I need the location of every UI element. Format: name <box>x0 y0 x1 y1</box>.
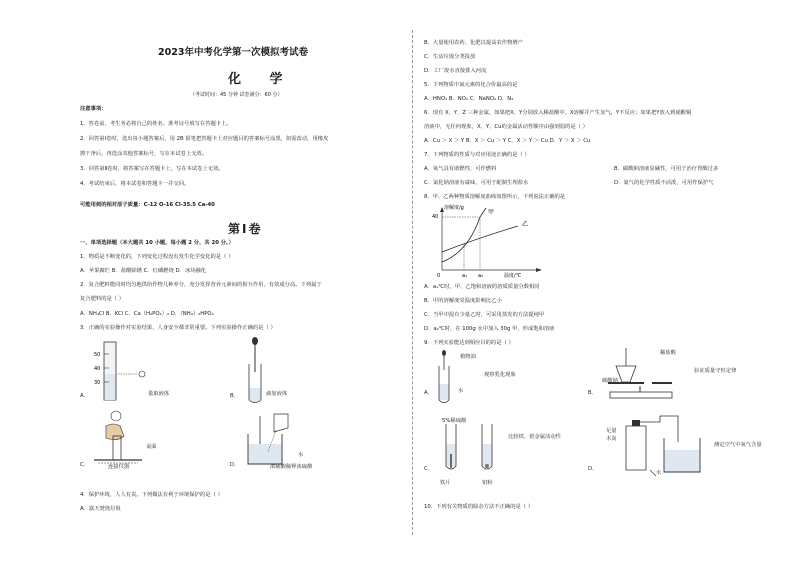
q8-option-a: A．a₁℃时，甲、乙饱和溶液的溶质质量分数相同 <box>424 284 540 290</box>
q9-b-caption: 验证质量守恒定律 <box>694 368 737 374</box>
section-instruction: 一、单项选择题（本大题共 10 小题，每小题 2 分，共 20 分。） <box>80 240 234 246</box>
q3-d-label: D． <box>230 462 240 468</box>
right-column <box>424 0 764 562</box>
note-2b: 擦干净后，再选涂其他答案标号，写在本试卷上无效。 <box>80 151 208 157</box>
q1-stem: 1．物质是不断变化的，下列变化过程没有发生化学变化的是（ ） <box>80 254 234 260</box>
q3-a-cylinder-figure <box>88 340 148 404</box>
q8-option-d: D．a₂℃时，在 100g 水中加入 30g 甲，形成饱和溶液 <box>424 326 555 332</box>
cyl-tick-50: 50 <box>94 352 101 358</box>
q4-option-d: D．工厂废水直接排入河流 <box>424 68 487 74</box>
q9-d-note2: 木炭 <box>606 436 617 442</box>
chart-xlabel: 温度/℃ <box>504 273 522 279</box>
q7-option-b: B．碳酸钠溶液显碱性，可用于治疗胃酸过多 <box>614 166 719 172</box>
q10-stem: 10．下列有关物质的除杂方法不正确的是（ ） <box>424 504 534 510</box>
chart-a2: a₂ <box>478 273 484 279</box>
q9-c-label: C． <box>424 466 433 472</box>
q9-c-note3: 铝粉 <box>482 480 493 486</box>
q3-b-label: B． <box>230 393 239 399</box>
chart-ylabel: 溶解度/g <box>444 205 464 211</box>
q4-option-b: B．大量使用农药、化肥以提高农作物增产 <box>424 40 523 46</box>
q9-d-note1: 足量 <box>606 428 617 434</box>
q9-c-caption: 比较铁、铝金属活动性 <box>508 434 561 440</box>
q9-c-note1: 5%稀硫酸 <box>442 418 467 424</box>
q8-option-b: B．甲的溶解度受温度影响比乙小 <box>424 298 502 304</box>
exam-meta: （考试时间：45 分钟 试卷满分：60 分） <box>190 92 283 98</box>
q6-stem-2: 溶液中，无任何现象，X、Y、Cu的金属活动性顺序由强到弱的是（ ） <box>424 124 588 130</box>
chart-a1: a₁ <box>462 273 468 279</box>
q4-option-c: C．生活垃圾分类投放 <box>424 54 476 60</box>
q5-options: A．HNO₃ B．NO₂ C．NaNO₂ D．N₂ <box>424 96 514 102</box>
q4-option-a: A．露天焚烧垃圾 <box>80 506 121 512</box>
q3-a-label: A． <box>80 393 89 399</box>
q3-c-caption: 连接仪器 <box>108 464 130 470</box>
q3-c-label: C． <box>80 462 89 468</box>
q9-a-note2: 水 <box>458 388 464 394</box>
q3-a-caption: 量取液体 <box>148 391 170 397</box>
q9-d-oxygen-figure <box>620 412 710 482</box>
q7-option-a: A．氧气具有助燃性，可作燃料 <box>424 166 497 172</box>
q6-stem: 6．现有 X、Y、Z 三种金属，如果把X、Y分别放入稀盐酸中，X溶解并产生氢气，Y不反应；如果把Y放入到硝酸铜 <box>424 110 692 116</box>
q9-d-caption: 测定空气中氧气含量 <box>714 442 762 448</box>
note-3: 3．回答第Ⅱ卷时，将答案写在答题卡上，写在本试卷上无效。 <box>80 166 224 172</box>
q9-a-note1: 植物油 <box>460 354 476 360</box>
q7-option-d: D．氮气的化学性质不活泼，可用作保护气 <box>614 180 714 186</box>
note-2: 2．回答第Ⅰ卷时，选出每小题答案后，用 2B 铅笔把答题卡上对应题目的答案标号涂黑，如需改动，用橡皮 <box>80 136 329 142</box>
q3-b-caption: 滴加液体 <box>266 391 288 397</box>
cyl-tick-40: 40 <box>94 366 101 372</box>
q9-a-caption: 观察乳化现象 <box>484 372 516 378</box>
q9-a-label: A． <box>424 390 433 396</box>
note-1: 1．答卷前，考生务必将自己的姓名、准考证号填写在答题卡上。 <box>80 121 232 127</box>
atomic-masses: 可能用到的相对原子质量：C-12 O-16 Cl-35.5 Ca-40 <box>80 202 215 208</box>
q7-stem: 7．下列物质的性质与对应用途正确的是（ ） <box>424 152 530 158</box>
chart-label-yi: 乙 <box>522 221 529 228</box>
q3-d-dilution-figure <box>238 410 296 468</box>
q3-d-caption: 浓硫酸稀释浓硫酸 <box>270 464 313 470</box>
q9-c-note2: 铁片 <box>440 480 451 486</box>
cyl-tick-30: 30 <box>94 380 101 386</box>
q1-options: A．苹果腐烂 B．盐酸除锈 C．红磷燃烧 D．冰块融化 <box>80 268 207 274</box>
q9-d-label: D． <box>588 466 598 472</box>
q3-c-connect-figure <box>94 408 144 470</box>
q7-option-c: C．氯化钠溶液有咸味，可用于配制生理盐水 <box>424 180 529 186</box>
q2-stem-2: 复合肥料的是（ ） <box>80 296 125 302</box>
exam-title: 2023年中考化学第一次模拟考试卷 <box>158 47 308 58</box>
q9-b-note2: 碳酸钠 <box>602 378 618 384</box>
q4-stem: 4．保护环境，人人有责。下列做法有利于环境保护的是（ ） <box>80 492 223 498</box>
q6-options: A．Cu ＞ X ＞ Y B．X ＞ Cu ＞ Y C．X ＞ Y ＞ Cu D．Y ＞ X ＞ Cu <box>424 138 591 144</box>
column-divider <box>412 30 413 535</box>
q2-options: A．NH₄Cl B．KCl C．Ca（H₂PO₄）₂ D．（NH₄）₂HPO₄ <box>80 311 214 317</box>
chart-origin: 0 <box>437 273 441 279</box>
q5-stem: 5．下列物质中氮元素的化合价最高的是 <box>424 82 518 88</box>
q9-stem: 9．下列实验能达到相应目的的是（ ） <box>424 340 514 346</box>
q8-solubility-chart <box>428 204 558 280</box>
left-column <box>80 0 400 562</box>
q9-b-label: B． <box>588 390 597 396</box>
q8-option-c: C．当甲中混有少量乙时，可采用蒸发的方法提纯甲 <box>424 312 545 318</box>
q3-c-note: 桌面 <box>146 444 157 450</box>
section-title: 第Ⅰ卷 <box>228 222 263 236</box>
q9-d-note3: 水 <box>656 470 662 476</box>
q2-stem: 2．复合肥料能同时均匀地供给作物几种养分，充分发挥营养元素间的相互作用，有效成分高。下列属于 <box>80 282 322 288</box>
q3-stem: 3．正确的实验操作对实验结果、人身安全都非常重要。下列实验操作正确的是（ ） <box>80 325 276 331</box>
q3-d-note: 水 <box>298 452 304 458</box>
q9-a-figure <box>434 350 460 406</box>
chart-y40: 40 <box>432 214 439 220</box>
q9-c-tubes-figure <box>440 418 504 478</box>
note-4: 4．考试结束后，将本试卷和答题卡一并交回。 <box>80 181 190 187</box>
q8-stem: 8．甲、乙两种物质溶解度曲线如图所示，下列说法正确的是 <box>424 194 566 200</box>
subject-title: 化 学 <box>228 72 295 87</box>
notes-heading: 注意事项： <box>80 106 107 112</box>
chart-label-jia: 甲 <box>488 209 495 216</box>
curve-jia <box>442 208 486 262</box>
q9-b-note1: 稀盐酸 <box>660 350 676 356</box>
